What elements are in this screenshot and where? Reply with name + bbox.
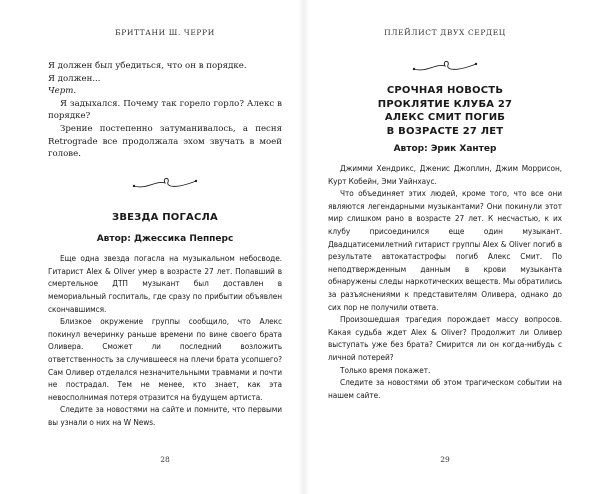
left-line-3: Черт. bbox=[48, 86, 77, 97]
swirl-ornament-icon bbox=[132, 175, 198, 191]
right-headline-line-3: АЛЕКС СМИТ ПОГИБ bbox=[384, 112, 506, 123]
left-article-para-1: Еще одна звезда погасла на музыкальном небосводе. Гитарист Alex & Oliver умер в возрасте 27 лет. Попавший в смертельное ДТП музыкант был доставлен в мемориальный госпиталь, где сразу по прибытии объявлен скончавшимся. bbox=[48, 253, 282, 314]
right-article-para-5: Следите за новостями об этом трагическом событии на нашем сайте. bbox=[328, 377, 562, 400]
left-headline: ЗВЕЗДА ПОГАСЛА bbox=[112, 211, 218, 223]
left-page-number: 28 bbox=[160, 455, 170, 464]
right-article-para-3: Произошедшая трагедия порождает массу вопросов. Какая судьба ждет Alex & Oliver? Продолжит ли Оливер выступать уже без брата? Смирится ли он когда-нибудь с личной потерей? bbox=[328, 314, 562, 362]
left-byline: Автор: Джессика Пепперс bbox=[96, 234, 234, 245]
right-page-number: 29 bbox=[440, 455, 450, 464]
right-headline-line-4: В ВОЗРАСТЕ 27 ЛЕТ bbox=[386, 125, 504, 137]
left-line-5: Зрение постепенно затуманивалось, а песня Retrograde все продолжала эхом звучать в моей голове. bbox=[48, 123, 282, 160]
right-page bbox=[304, 0, 608, 494]
left-article-para-2: Близкое окружение группы сообщило, что Алекс покинул вечеринку раньше времени по вине своего брата Оливера. Сможет ли последний возложить ответственность за случившееся на плечи брата усопшего? Сам Оливер отделался незначительными травмами и почти не пострадал. Тем не менее, кто знает, как эта невосполнимая потеря отразится на будущем артиста. bbox=[48, 316, 282, 402]
right-article-para-4: Только время покажет. bbox=[340, 364, 431, 375]
left-line-4: Я задыхался. Почему так горело горло? Алекс в порядке? bbox=[48, 98, 282, 122]
right-article-para-2: Что объединяет этих людей, кроме того, что все они являются легендарными музыкантами? Они покинули этот мир слишком рано в возрасте 27 лет. К несчастью, к их клубу присоединился еще один музыкант. Двадцатисемилетний гитарист группы Alex & Oliver погиб в результате автокатастрофы погиб Алекс Смит. По неподтвержденным данным в крови музыканта обнаружены следы наркотических веществ. Мы обратились за разъяснениями к представителям Оливера, однако до сих пор не получили ответа. bbox=[328, 188, 562, 312]
swirl-ornament-icon bbox=[412, 58, 478, 74]
left-line-2: Я должен... bbox=[48, 73, 101, 84]
right-article-para-1: Джимми Хендрикс, Дженис Джоплин, Джим Моррисон, Курт Кобейн, Эми Уайнхаус. bbox=[328, 163, 562, 186]
right-headline-line-2: ПРОКЛЯТИЕ КЛУБА 27 bbox=[377, 98, 513, 110]
left-article-para-3: Следите за новостями на сайте и помните, что первыми вы узнали о них на W News. bbox=[48, 404, 282, 427]
left-line-1: Я должен был убедиться, что он в порядке. bbox=[48, 61, 247, 71]
right-running-head: ПЛЕЙЛИСТ ДВУХ СЕРДЕЦ bbox=[384, 28, 506, 37]
right-headline-line-1: СРОЧНАЯ НОВОСТЬ bbox=[386, 85, 504, 96]
right-byline: Автор: Эрик Хантер bbox=[393, 144, 497, 154]
left-running-head: БРИТТАНИ Ш. ЧЕРРИ bbox=[115, 28, 215, 37]
